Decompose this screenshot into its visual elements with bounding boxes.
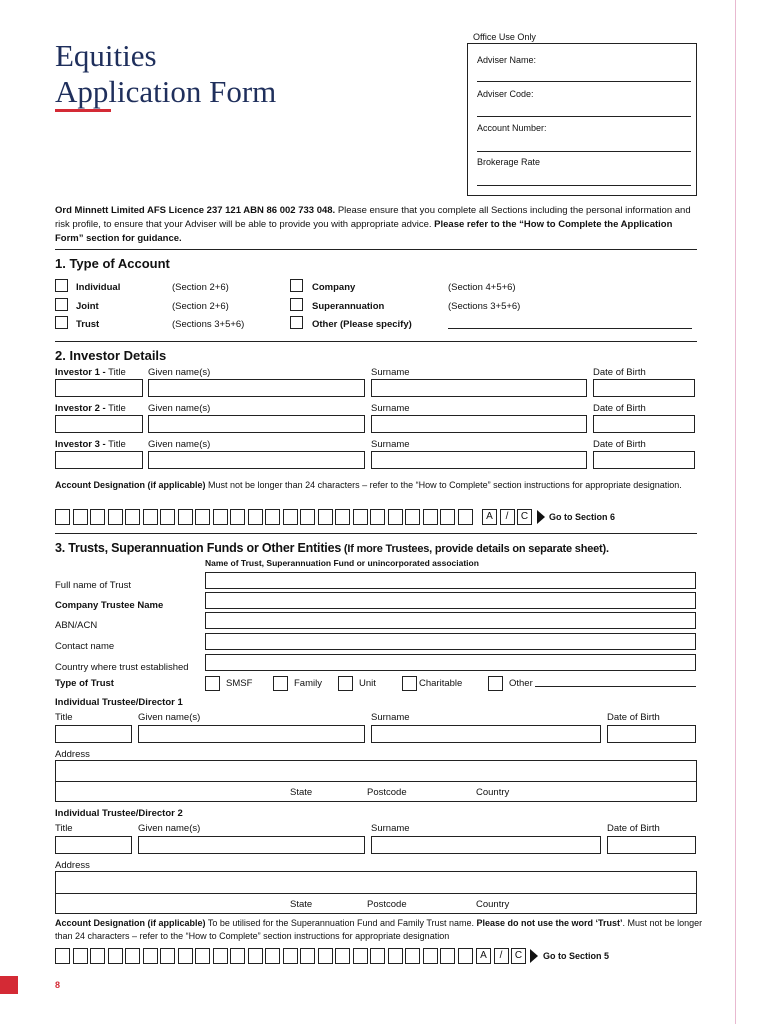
- company-trustee-input[interactable]: [205, 592, 696, 609]
- abn-acn-label: ABN/ACN: [55, 620, 98, 631]
- arrow-right-icon: [530, 949, 538, 963]
- other-trust-checkbox[interactable]: [488, 676, 503, 691]
- trustee-1-country-label: Country: [476, 787, 510, 798]
- family-label: Family: [294, 678, 322, 689]
- trustee-1-surname-input[interactable]: [371, 725, 601, 743]
- char-cell[interactable]: [178, 509, 193, 525]
- trust-designation-note: [55, 917, 705, 943]
- char-cell[interactable]: [405, 509, 420, 525]
- goto-section-6: Go to Section 6: [549, 512, 616, 522]
- trustee-1-heading: Individual Trustee/Director 1: [55, 697, 183, 708]
- intro-paragraph: [55, 204, 695, 246]
- char-cell[interactable]: [370, 509, 385, 525]
- char-cell[interactable]: [195, 948, 210, 964]
- ac-letter-slash: /: [500, 509, 515, 525]
- char-cell[interactable]: [143, 509, 158, 525]
- family-checkbox[interactable]: [273, 676, 288, 691]
- other-trust-field[interactable]: [535, 686, 696, 687]
- char-cell[interactable]: [125, 948, 140, 964]
- investor-2-title-label: Title: [108, 403, 126, 414]
- unit-checkbox[interactable]: [338, 676, 353, 691]
- other-checkbox[interactable]: [290, 316, 303, 329]
- char-cell[interactable]: [230, 948, 245, 964]
- investor-2-surname-label: Surname: [371, 403, 410, 414]
- trust-checkbox[interactable]: [55, 316, 68, 329]
- trust-designation-label: Account Designation (if applicable): [55, 918, 206, 928]
- char-cell[interactable]: [300, 509, 315, 525]
- individual-checkbox[interactable]: [55, 279, 68, 292]
- joint-checkbox[interactable]: [55, 298, 68, 311]
- abn-acn-input[interactable]: [205, 612, 696, 629]
- char-cell[interactable]: [300, 948, 315, 964]
- account-designation-label: Account Designation (if applicable): [55, 480, 206, 490]
- charitable-checkbox[interactable]: [402, 676, 417, 691]
- account-number-field[interactable]: [477, 151, 691, 152]
- investor-1-dob-label: Date of Birth: [593, 367, 646, 378]
- trust-designation-text-2: . Must not be longer than 24 characters – refer to the “How to Complete” section instructions for appropriate designation: [55, 918, 703, 941]
- char-cell[interactable]: [423, 948, 438, 964]
- title-line-2: Application Form: [55, 74, 277, 109]
- char-cell[interactable]: [90, 509, 105, 525]
- page-number: 8: [55, 980, 61, 990]
- trustee-2-title-label: Title: [55, 823, 73, 834]
- char-cell[interactable]: [370, 948, 385, 964]
- char-cell[interactable]: [440, 948, 455, 964]
- char-cell[interactable]: [248, 948, 263, 964]
- char-cell[interactable]: [213, 509, 228, 525]
- char-cell[interactable]: [55, 509, 70, 525]
- char-cell[interactable]: [335, 509, 350, 525]
- investor-1-given-label: Given name(s): [148, 367, 211, 378]
- trustee-2-dob-input[interactable]: [607, 836, 696, 854]
- char-cell[interactable]: [388, 948, 403, 964]
- individual-label: Individual: [76, 282, 121, 293]
- char-cell[interactable]: [265, 509, 280, 525]
- country-established-label: Country where trust established: [55, 662, 189, 673]
- char-cell[interactable]: [458, 948, 473, 964]
- char-cell[interactable]: [388, 509, 403, 525]
- ac-letter-c: C: [511, 948, 526, 964]
- superannuation-label: Superannuation: [312, 301, 385, 312]
- title-underline: [55, 109, 111, 112]
- investor-1-label: [55, 367, 126, 378]
- char-cell[interactable]: [73, 509, 88, 525]
- trust-designation-text: To be utilised for the Superannuation Fund and Family Trust name.: [205, 918, 477, 928]
- trustee-1-title-label: Title: [55, 712, 73, 723]
- char-cell[interactable]: [108, 948, 123, 964]
- section-1-heading: 1. Type of Account: [55, 256, 170, 271]
- char-cell[interactable]: [283, 509, 298, 525]
- brokerage-rate-field[interactable]: [477, 185, 691, 186]
- individual-sections: (Section 2+6): [172, 282, 229, 293]
- adviser-code-label: Adviser Code:: [477, 89, 534, 99]
- other-specify-field[interactable]: [448, 328, 692, 329]
- account-designation-cells[interactable]: [55, 509, 475, 525]
- country-established-input[interactable]: [205, 654, 696, 671]
- arrow-right-icon: [537, 510, 545, 524]
- joint-label: Joint: [76, 301, 99, 312]
- char-cell[interactable]: [125, 509, 140, 525]
- smsf-label: SMSF: [226, 678, 253, 689]
- char-cell[interactable]: [335, 948, 350, 964]
- full-name-trust-input[interactable]: [205, 572, 696, 589]
- section-3-title: 3. Trusts, Superannuation Funds or Other Entities: [55, 541, 342, 555]
- investor-1-title-label: Title: [108, 367, 126, 378]
- trustee-2-dob-label: Date of Birth: [607, 823, 660, 834]
- char-cell[interactable]: [318, 509, 333, 525]
- investor-1-surname-label: Surname: [371, 367, 410, 378]
- trustee-1-dob-label: Date of Birth: [607, 712, 660, 723]
- ac-suffix: [482, 509, 535, 525]
- investor-2-surname-input[interactable]: [371, 415, 587, 433]
- superannuation-checkbox[interactable]: [290, 298, 303, 311]
- investor-3-surname-label: Surname: [371, 439, 410, 450]
- char-cell[interactable]: [353, 948, 368, 964]
- investor-3-title-input[interactable]: [55, 451, 143, 469]
- investor-1-title-input[interactable]: [55, 379, 143, 397]
- unit-label: Unit: [359, 678, 376, 689]
- investor-3-dob-input[interactable]: [593, 451, 695, 469]
- company-label: Company: [312, 282, 356, 293]
- divider-1: [55, 249, 697, 250]
- trustee-2-address-label: Address: [55, 860, 90, 871]
- char-cell[interactable]: [108, 509, 123, 525]
- trustee-1-address-label: Address: [55, 749, 90, 760]
- investor-2-given-input[interactable]: [148, 415, 365, 433]
- investor-1-given-input[interactable]: [148, 379, 365, 397]
- trustee-2-country-label: Country: [476, 899, 510, 910]
- trustee-2-surname-label: Surname: [371, 823, 410, 834]
- investor-2-given-label: Given name(s): [148, 403, 211, 414]
- trustee-1-given-input[interactable]: [138, 725, 365, 743]
- company-trustee-label: Company Trustee Name: [55, 600, 164, 611]
- trust-ac-suffix: [476, 948, 529, 964]
- char-cell[interactable]: [143, 948, 158, 964]
- char-cell[interactable]: [55, 948, 70, 964]
- char-cell[interactable]: [160, 948, 175, 964]
- char-cell[interactable]: [458, 509, 473, 525]
- ac-letter-a: A: [476, 948, 491, 964]
- trustee-1-state-label: State: [290, 787, 313, 798]
- title-line-1: Equities: [55, 38, 157, 73]
- trust-label: Trust: [76, 319, 100, 330]
- contact-name-label: Contact name: [55, 641, 115, 652]
- adviser-name-field[interactable]: [477, 81, 691, 82]
- joint-sections: (Section 2+6): [172, 301, 229, 312]
- company-sections: (Section 4+5+6): [448, 282, 516, 293]
- trustee-1-address-input[interactable]: [55, 760, 697, 782]
- page-edge-line: [735, 0, 736, 1024]
- investor-3-given-label: Given name(s): [148, 439, 211, 450]
- char-cell[interactable]: [440, 509, 455, 525]
- investor-3-surname-input[interactable]: [371, 451, 587, 469]
- office-use-heading: Office Use Only: [473, 32, 536, 42]
- section-3-subheading: Name of Trust, Superannuation Fund or unincorporated association: [205, 558, 479, 568]
- trustee-2-address-input[interactable]: [55, 871, 697, 894]
- char-cell[interactable]: [178, 948, 193, 964]
- investor-2-dob-input[interactable]: [593, 415, 695, 433]
- trustee-1-title-input[interactable]: [55, 725, 132, 743]
- company-checkbox[interactable]: [290, 279, 303, 292]
- char-cell[interactable]: [318, 948, 333, 964]
- ac-letter-slash: /: [494, 948, 509, 964]
- char-cell[interactable]: [248, 509, 263, 525]
- goto-section-5: Go to Section 5: [543, 951, 610, 961]
- trust-sections: (Sections 3+5+6): [172, 319, 245, 330]
- trustee-1-dob-input[interactable]: [607, 725, 696, 743]
- type-of-trust-label: Type of Trust: [55, 678, 114, 689]
- trustee-1-postcode-label: Postcode: [367, 787, 407, 798]
- office-use-box: [467, 43, 697, 196]
- investor-2-name: Investor 2 -: [55, 403, 106, 414]
- investor-1-surname-input[interactable]: [371, 379, 587, 397]
- adviser-code-field[interactable]: [477, 116, 691, 117]
- char-cell[interactable]: [283, 948, 298, 964]
- brokerage-rate-label: Brokerage Rate: [477, 157, 541, 167]
- account-number-label: Account Number:: [477, 123, 547, 133]
- page-marker: [0, 976, 18, 994]
- investor-3-given-input[interactable]: [148, 451, 365, 469]
- investor-3-title-label: Title: [108, 439, 126, 450]
- investor-1-dob-input[interactable]: [593, 379, 695, 397]
- form-title: [55, 38, 276, 110]
- trustee-2-state-label: State: [290, 899, 313, 910]
- trustee-2-postcode-label: Postcode: [367, 899, 407, 910]
- charitable-label: Charitable: [419, 678, 463, 689]
- char-cell[interactable]: [405, 948, 420, 964]
- ac-letter-c: C: [517, 509, 532, 525]
- trustee-2-title-input[interactable]: [55, 836, 132, 854]
- other-trust-label: Other: [509, 678, 533, 689]
- divider-3: [55, 533, 697, 534]
- intro-guidance: Please refer to the “How to Complete the Application Form” section for guidance.: [55, 219, 673, 244]
- trustee-1-surname-label: Surname: [371, 712, 410, 723]
- char-cell[interactable]: [73, 948, 88, 964]
- divider-2: [55, 341, 697, 342]
- account-designation-text: Must not be longer than 24 characters – refer to the “How to Complete” section instructions for appropriate designation.: [205, 480, 682, 490]
- investor-2-title-input[interactable]: [55, 415, 143, 433]
- trustee-1-given-label: Given name(s): [138, 712, 201, 723]
- superannuation-sections: (Sections 3+5+6): [448, 301, 521, 312]
- trustee-2-heading: Individual Trustee/Director 2: [55, 808, 183, 819]
- account-designation-note: [55, 479, 695, 492]
- section-3-heading: [55, 541, 609, 555]
- trust-designation-warning: Please do not use the word ‘Trust’: [476, 918, 623, 928]
- ac-letter-a: A: [482, 509, 497, 525]
- trust-designation-cells[interactable]: [55, 948, 475, 964]
- char-cell[interactable]: [265, 948, 280, 964]
- full-name-trust-label: Full name of Trust: [55, 580, 132, 591]
- char-cell[interactable]: [423, 509, 438, 525]
- contact-name-input[interactable]: [205, 633, 696, 650]
- investor-2-label: [55, 403, 126, 414]
- trustee-2-surname-input[interactable]: [371, 836, 601, 854]
- adviser-name-label: Adviser Name:: [477, 55, 537, 65]
- smsf-checkbox[interactable]: [205, 676, 220, 691]
- trustee-2-given-input[interactable]: [138, 836, 365, 854]
- char-cell[interactable]: [195, 509, 210, 525]
- investor-3-dob-label: Date of Birth: [593, 439, 646, 450]
- investor-3-name: Investor 3 -: [55, 439, 106, 450]
- intro-text: Please ensure that you complete all Sections including the personal information and risk profile, to ensure that your Adviser will be able to provide you with appropriate advice.: [55, 205, 691, 230]
- other-label: Other (Please specify): [312, 319, 412, 330]
- section-2-heading: 2. Investor Details: [55, 348, 167, 363]
- investor-1-name: Investor 1 -: [55, 367, 106, 378]
- char-cell[interactable]: [213, 948, 228, 964]
- investor-3-label: [55, 439, 126, 450]
- char-cell[interactable]: [353, 509, 368, 525]
- intro-licence: Ord Minnett Limited AFS Licence 237 121 ABN 86 002 733 048.: [55, 205, 336, 216]
- investor-2-dob-label: Date of Birth: [593, 403, 646, 414]
- char-cell[interactable]: [230, 509, 245, 525]
- char-cell[interactable]: [90, 948, 105, 964]
- section-3-note: (If more Trustees, provide details on separate sheet).: [341, 543, 609, 555]
- trustee-2-given-label: Given name(s): [138, 823, 201, 834]
- char-cell[interactable]: [160, 509, 175, 525]
